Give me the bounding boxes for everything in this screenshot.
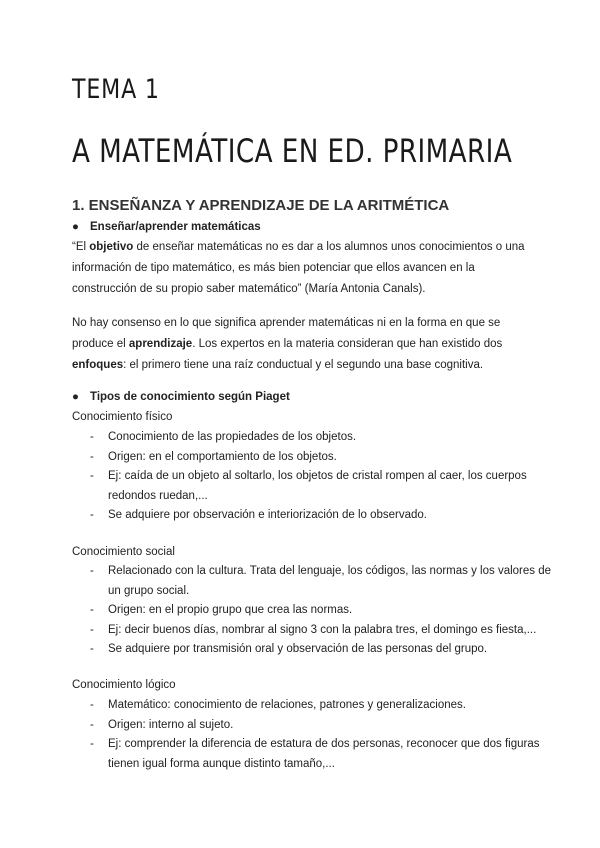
- list-item-text: Origen: en el comportamiento de los objetos.: [108, 450, 337, 463]
- list-item: [72, 428, 552, 448]
- dash-icon: -: [90, 470, 94, 482]
- list-item: [72, 735, 552, 774]
- para-text: . Los expertos en la materia consideran que han existido dos: [192, 338, 503, 350]
- quote-bold: objetivo: [89, 241, 134, 253]
- dash-icon: -: [90, 604, 94, 616]
- dash-icon: -: [90, 718, 94, 731]
- list-item-text: Ej: decir buenos días, nombrar al signo 3 con la palabra tres, el domingo es fiesta,...: [108, 623, 537, 636]
- list-item: [72, 640, 552, 660]
- list-item-text: Se adquiere por transmisión oral y observación de las personas del grupo.: [108, 643, 488, 655]
- section-heading: 1. ENSEÑANZA Y APRENDIZAJE DE LA ARITMÉTICA: [72, 197, 450, 214]
- label-fisico: Conocimiento físico: [72, 411, 173, 423]
- bullet-icon: ●: [72, 221, 79, 233]
- bullet-heading-text: Enseñar/aprender matemáticas: [90, 221, 261, 233]
- quote-paragraph: [72, 237, 542, 300]
- list-item: [72, 562, 552, 601]
- dash-icon: -: [90, 738, 94, 750]
- list-item-text: Se adquiere por observación e interiorización de lo observado.: [108, 509, 428, 521]
- bullet-heading-ensenar: [72, 221, 261, 233]
- list-item-text: Ej: comprender la diferencia de estatura de dos personas, reconocer que dos figuras tienen igual forma aunque distinto tamaño,...: [108, 738, 540, 770]
- list-item: [72, 621, 552, 641]
- bullet-heading-text: Tipos de conocimiento según Piaget: [90, 391, 290, 403]
- list-fisico: [72, 428, 552, 526]
- dash-icon: -: [90, 509, 94, 521]
- tema-heading: TEMA 1: [72, 74, 160, 105]
- label-logico: Conocimiento lógico: [72, 679, 176, 691]
- list-item-text: Matemático: conocimiento de relaciones, patrones y generalizaciones.: [108, 699, 466, 711]
- list-item: [72, 601, 552, 621]
- dash-icon: -: [90, 643, 94, 655]
- list-item-text: Conocimiento de las propiedades de los objetos.: [108, 431, 357, 443]
- label-social: Conocimiento social: [72, 546, 175, 558]
- para-bold: aprendizaje: [128, 338, 193, 350]
- list-item: [72, 716, 552, 736]
- list-item-text: Origen: interno al sujeto.: [108, 718, 234, 731]
- list-logico: [72, 696, 552, 774]
- bullet-icon: ●: [72, 391, 79, 403]
- dash-icon: -: [90, 431, 94, 443]
- para-text: No hay consenso en lo que significa aprender matemáticas ni en la forma en que se produce el: [72, 317, 501, 350]
- quote-text: de enseñar matemáticas no es dar a los alumnos unos conocimientos o una información de tipo matemático, es más bien potenciar que ellos avancen en la construcción de su propio saber matemático” (María Antonia Canals).: [72, 241, 525, 295]
- para-bold: enfoques: [72, 359, 124, 371]
- list-item: [72, 467, 552, 506]
- dash-icon: -: [90, 565, 94, 577]
- page-title: A MATEMÁTICA EN ED. PRIMARIA: [72, 132, 513, 170]
- list-item-text: Ej: caída de un objeto al soltarlo, los objetos de cristal rompen al caer, los cuerpos redondos ruedan,...: [108, 470, 527, 502]
- list-social: [72, 562, 552, 660]
- dash-icon: -: [90, 699, 94, 711]
- list-item: [72, 506, 552, 526]
- list-item: [72, 696, 552, 716]
- list-item-text: Relacionado con la cultura. Trata del lenguaje, los códigos, las normas y los valores de un grupo social.: [108, 565, 551, 597]
- quote-text: “El: [72, 241, 90, 253]
- list-item: [72, 448, 552, 468]
- list-item-text: Origen: en el propio grupo que crea las normas.: [108, 604, 353, 616]
- dash-icon: -: [90, 450, 94, 463]
- dash-icon: -: [90, 623, 94, 636]
- bullet-heading-piaget: [72, 391, 290, 403]
- paragraph-enfoques: [72, 313, 542, 376]
- para-text: : el primero tiene una raíz conductual y el segundo una base cognitiva.: [123, 359, 484, 371]
